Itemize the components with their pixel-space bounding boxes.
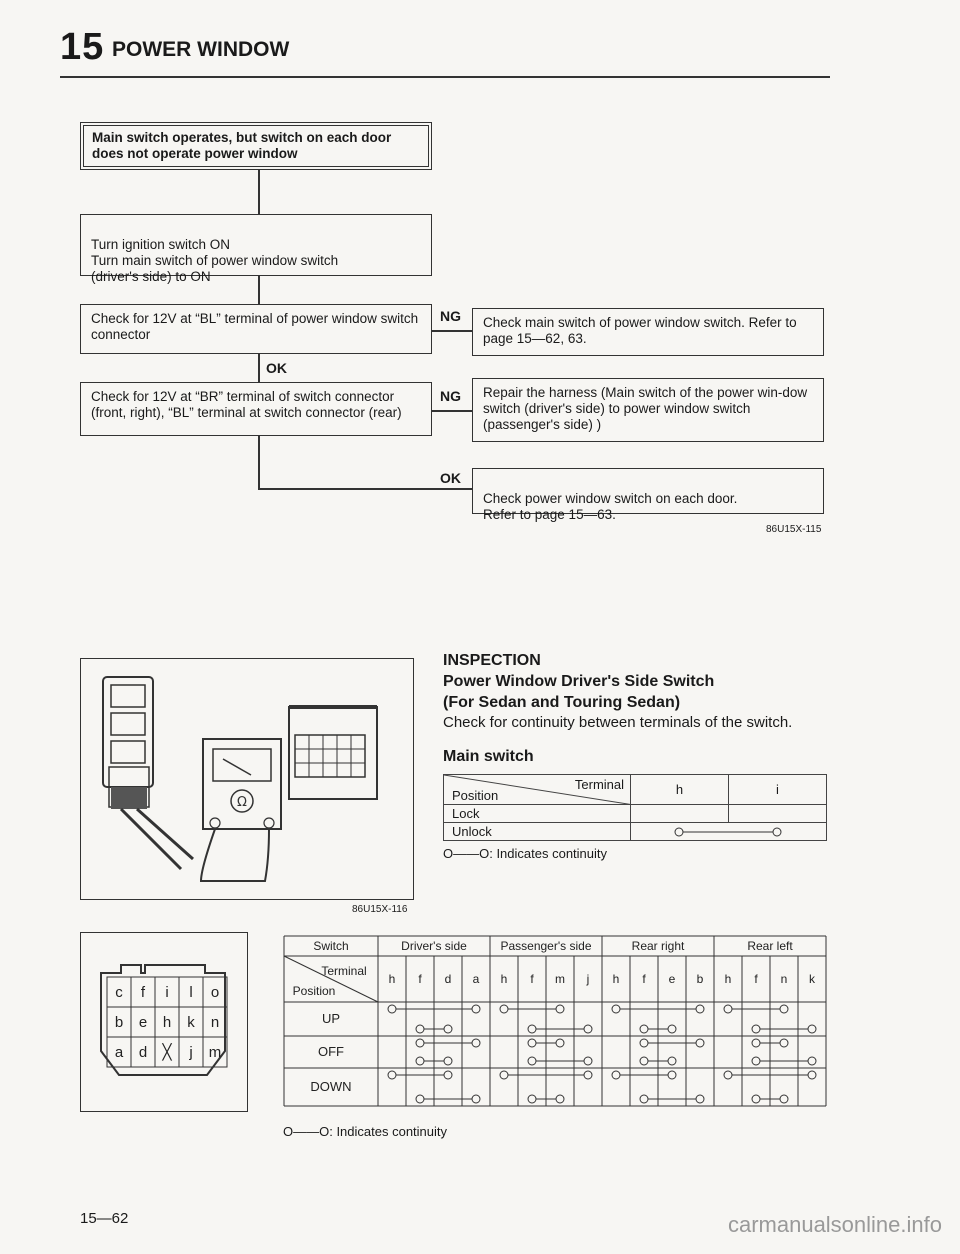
main-switch-table <box>443 774 827 841</box>
connector-drawing <box>81 933 246 1110</box>
connector-line <box>258 170 260 214</box>
step3-text: Check for 12V at “BR” terminal of switch connector (front, right), “BL” terminal at switch connector (rear) <box>91 389 402 420</box>
continuity-node <box>808 1071 816 1079</box>
switch-table <box>283 935 828 1125</box>
connector-terminal-label: j <box>189 1044 193 1061</box>
row-label: UP <box>321 1011 341 1026</box>
terminal-header: Terminal <box>574 777 625 792</box>
connector-line <box>258 354 260 382</box>
connector-line <box>432 330 472 332</box>
terminal-label: h <box>500 972 508 986</box>
continuity-node <box>808 1057 816 1065</box>
row-position-lock: Lock <box>444 805 631 823</box>
flowchart-title: Main switch operates, but switch on each door does not operate power window <box>92 130 392 161</box>
ok2-action-text: Check power window switch on each door. Refer to page 15—63. <box>483 491 738 522</box>
terminal-label: a <box>472 972 480 986</box>
terminal-label: h <box>724 972 732 986</box>
terminal-label: b <box>696 972 704 986</box>
group-header: Driver's side <box>401 939 467 953</box>
continuity-node <box>724 1071 732 1079</box>
connector-terminal-label: e <box>138 1014 148 1031</box>
step2-text: Check for 12V at “BL” terminal of power window switch connector <box>91 311 419 342</box>
continuity-node <box>752 1057 760 1065</box>
connector-terminal-label: k <box>187 1014 195 1031</box>
terminal-label: n <box>780 972 788 986</box>
terminal-label: d <box>444 972 452 986</box>
continuity-node <box>556 1039 564 1047</box>
connector-terminal-label: a <box>114 1044 124 1061</box>
connector-line <box>258 276 260 304</box>
continuity-node <box>584 1025 592 1033</box>
continuity-node <box>388 1071 396 1079</box>
continuity-node <box>780 1005 788 1013</box>
ng2-action-text: Repair the harness (Main switch of the power win-dow switch (driver's side) to power window switch (passenger's side) ) <box>483 385 808 432</box>
continuity-node <box>668 1071 676 1079</box>
table-cell <box>729 805 827 823</box>
connector-terminal-label: i <box>165 984 169 1001</box>
ok2-action-box <box>472 468 824 522</box>
continuity-node <box>416 1057 424 1065</box>
continuity-node <box>584 1057 592 1065</box>
section-number: 15 <box>60 26 105 68</box>
connector-diagram <box>80 932 248 1112</box>
terminal-label: f <box>754 972 758 986</box>
header-rule <box>60 76 830 78</box>
group-header: Passenger's side <box>500 939 592 953</box>
connector-terminal-label: b <box>114 1014 124 1031</box>
continuity-node <box>668 1025 676 1033</box>
step2-box <box>80 304 432 354</box>
illustration-figure-code: 86U15X-116 <box>352 904 408 915</box>
illustration-drawing <box>81 659 412 898</box>
column-header-h: h <box>631 775 729 805</box>
inspection-subheading-1: Power Window Driver's Side Switch <box>443 673 715 690</box>
ok2-label: OK <box>440 470 461 486</box>
inspection-instruction: Check for continuity between terminals of the switch. <box>443 714 793 731</box>
terminal-label: m <box>555 972 565 986</box>
group-header: Rear left <box>747 939 793 953</box>
continuity-node <box>752 1025 760 1033</box>
continuity-node <box>528 1039 536 1047</box>
continuity-node <box>640 1057 648 1065</box>
continuity-node <box>752 1039 760 1047</box>
column-header-i: i <box>729 775 827 805</box>
page-title: POWER WINDOW <box>112 38 290 61</box>
terminal-header: Terminal <box>321 964 367 978</box>
inspection-heading: INSPECTION <box>443 652 541 669</box>
continuity-mark <box>631 824 825 840</box>
continuity-node <box>472 1039 480 1047</box>
figure-code: 86U15X-115 <box>766 524 822 535</box>
main-switch-legend: O——O: Indicates continuity <box>443 846 608 861</box>
ng1-action-text: Check main switch of power window switch. Refer to page 15—62, 63. <box>483 315 797 346</box>
switch-table-wrap <box>283 935 828 1130</box>
continuity-node <box>668 1057 676 1065</box>
ohm-symbol: Ω <box>237 795 247 810</box>
terminal-label: e <box>668 972 676 986</box>
continuity-node <box>528 1095 536 1103</box>
group-header: Rear right <box>631 939 685 953</box>
page-number: 15—62 <box>80 1210 129 1227</box>
continuity-node <box>696 1039 704 1047</box>
continuity-node <box>472 1005 480 1013</box>
connector-terminal-label: d <box>138 1044 148 1061</box>
terminal-label: h <box>388 972 396 986</box>
continuity-node <box>808 1025 816 1033</box>
connector-terminal-label: h <box>162 1014 172 1031</box>
continuity-node <box>444 1071 452 1079</box>
switch-header: Switch <box>313 939 349 953</box>
continuity-node <box>696 1095 704 1103</box>
continuity-node <box>612 1005 620 1013</box>
continuity-test-illustration <box>80 658 414 900</box>
continuity-node <box>556 1005 564 1013</box>
continuity-node <box>752 1095 760 1103</box>
connector-terminal-label: ╳ <box>162 1044 172 1061</box>
terminal-label: j <box>586 972 590 986</box>
row-label: OFF <box>318 1044 344 1059</box>
continuity-node <box>444 1057 452 1065</box>
connector-terminal-label: c <box>115 984 123 1001</box>
connector-terminal-label: l <box>189 984 193 1001</box>
continuity-node <box>416 1039 424 1047</box>
continuity-node <box>584 1071 592 1079</box>
continuity-node <box>640 1025 648 1033</box>
position-header: Position <box>292 984 336 998</box>
continuity-node <box>640 1095 648 1103</box>
flowchart-title-box <box>80 122 432 170</box>
terminal-label: k <box>809 972 815 986</box>
connector-line <box>432 410 472 412</box>
inspection-subheading-2: (For Sedan and Touring Sedan) <box>443 694 681 711</box>
continuity-node <box>500 1071 508 1079</box>
terminal-label: h <box>612 972 620 986</box>
ok1-label: OK <box>266 360 287 376</box>
continuity-node <box>472 1095 480 1103</box>
ng1-action-box <box>472 308 824 356</box>
continuity-node <box>780 1095 788 1103</box>
connector-line <box>258 488 472 490</box>
continuity-node <box>416 1025 424 1033</box>
table-cell <box>631 805 729 823</box>
continuity-node <box>640 1039 648 1047</box>
step3-box <box>80 382 432 436</box>
continuity-cell <box>631 823 827 841</box>
continuity-node <box>388 1005 396 1013</box>
continuity-node <box>416 1095 424 1103</box>
ng1-label: NG <box>440 308 461 324</box>
ng2-label: NG <box>440 388 461 404</box>
continuity-node <box>724 1005 732 1013</box>
connector-terminal-label: f <box>140 984 146 1001</box>
continuity-node <box>500 1005 508 1013</box>
position-header: Position <box>452 788 499 803</box>
terminal-label: f <box>642 972 646 986</box>
terminal-label: f <box>530 972 534 986</box>
step1-text: Turn ignition switch ON Turn main switch of power window switch (driver's side) to ON <box>91 237 339 284</box>
connector-line <box>258 436 260 488</box>
connector-labels <box>107 977 227 1067</box>
continuity-node <box>444 1025 452 1033</box>
continuity-node <box>612 1071 620 1079</box>
connector-terminal-label: m <box>208 1044 222 1061</box>
row-position-unlock: Unlock <box>444 823 631 841</box>
row-label: DOWN <box>310 1079 352 1094</box>
continuity-node <box>528 1057 536 1065</box>
terminal-label: f <box>418 972 422 986</box>
watermark: carmanualsonline.info <box>727 1212 942 1237</box>
diagonal-header-cell <box>444 775 631 805</box>
connector-terminal-label: n <box>210 1014 220 1031</box>
ng2-action-box <box>472 378 824 442</box>
main-switch-title: Main switch <box>443 748 534 765</box>
continuity-node <box>528 1025 536 1033</box>
step1-box <box>80 214 432 284</box>
switch-table-legend: O——O: Indicates continuity <box>283 1124 448 1139</box>
continuity-node <box>556 1095 564 1103</box>
connector-terminal-label: o <box>210 984 220 1001</box>
continuity-node <box>696 1005 704 1013</box>
continuity-node <box>780 1039 788 1047</box>
